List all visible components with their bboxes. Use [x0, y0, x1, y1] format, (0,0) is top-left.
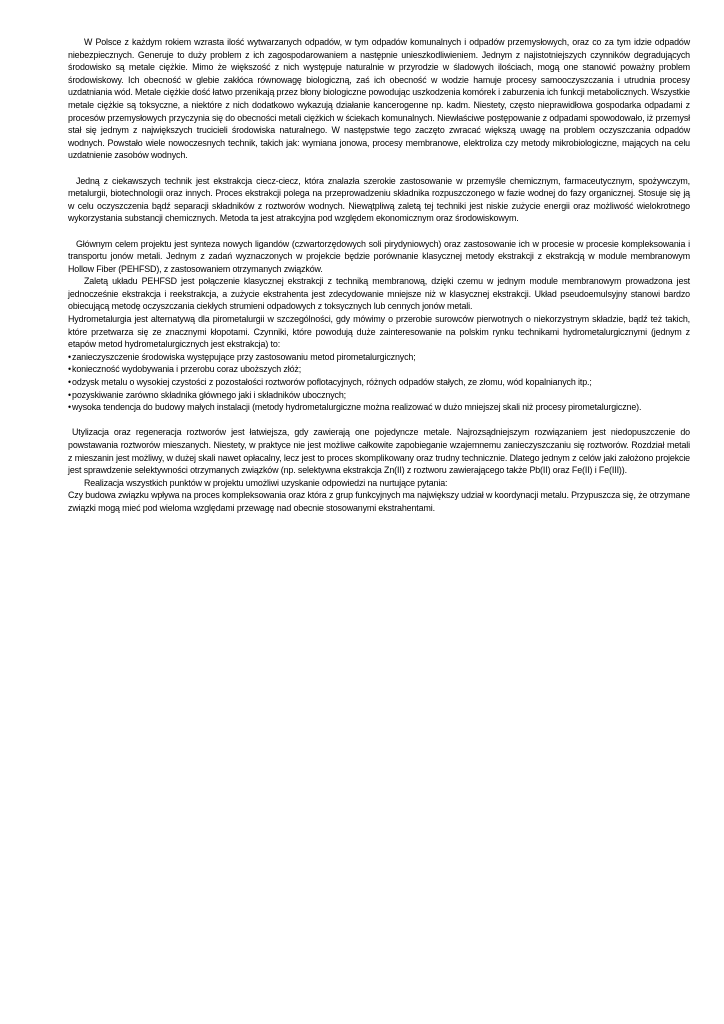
paragraph-intro: W Polsce z każdym rokiem wzrasta ilość wytwarzanych odpadów, w tym odpadów komunalnych i odpadów przemysłowych, oraz co za tym idzie odpadów niebezpiecznych. Generuje to duży problem z ich zagospodarowaniem a następnie unieszkodliwieniem. Jednym z najistotniejszych czynników degradujących środowisko są metale ciężkie. Mimo że większość z nich występuje naturalnie w przyrodzie w śladowych ilościach, mogą one stanowić poważny problem środowiskowy. Ich obecność w glebie zakłóca równowagę biologiczną, zaś ich obecność w wodzie hamuje procesy samooczyszczania i utrudnia procesy uzdatniania wód. Metale ciężkie dość łatwo przenikają przez błony biologiczne powodując uszkodzenia komórek i zaburzenia ich funkcji metabolicznych. Wszystkie metale ciężkie są toksyczne, a niektóre z nich dodatkowo wykazują działanie kancerogenne np. kadm. Niestety, często nieprawidłowa gospodarka odpadami z procesów przemysłowych przyczynia się do obecności metali ciężkich w ściekach komunalnych. Niewłaściwe postępowanie z odpadami spowodowało, iż przemysł stał się jednym z największych trucicieli środowiska naturalnego. W następstwie tego zaczęto zwracać większą uwagę na problem oczyszczania odpadów wodnych. Powstało wiele nowoczesnych technik, takich jak: wymiana jonowa, procesy membranowe, elektroliza czy metody mikrobiologiczne, mających na celu uzdatnienie zasobów wodnych.	[68, 37, 690, 161]
paragraph-extraction: Jedną z ciekawszych technik jest ekstrakcja ciecz-ciecz, która znalazła szerokie zastosowanie w przemyśle chemicznym, farmaceutycznym, spożywczym, metalurgii, biotechnologii oraz innych. Proces ekstrakcji polega na przeprowadzeniu składnika rozpuszczonego w fazie wodnej do fazy organicznej. Stosuje się ją w celu oczyszczenia bądź separacji składników z roztworów wodnych. Niewątpliwą zaletą tej techniki jest niskie zużycie energii oraz możliwość wielokrotnego wykorzystania substancji chemicznych. Metoda ta jest atrakcyjna pod względem ekonomicznym oraz środowiskowym.	[68, 175, 690, 224]
list-item: •konieczność wydobywania i przerobu coraz uboższych złóż;	[68, 364, 302, 375]
paragraph-pehfsd: Zaletą układu PEHFSD jest połączenie klasycznej ekstrakcji z techniką membranową, dzięki czemu w jednym module membranowym prowadzona jest jednocześnie ekstrakcja i reekstrakcja, a zużycie ekstrahenta jest zdecydowanie mniejsze niż w klasycznej ekstrakcji. Układ pseudoemulsyjny stanowi bardzo obiecującą metodę oczyszczania ciekłych strumieni odpadowych z toksycznych lub cennych jonów metali.	[68, 276, 690, 312]
paragraph-utilization: Utylizacja oraz regeneracja roztworów jest łatwiejsza, gdy zawierają one pojedyncze metale. Najrozsądniejszym rozwiązaniem jest niedopuszczenie do powstawania roztworów mieszanych. Niestety, w praktyce nie jest możliwe całkowite zapobieganie wzajemnemu zanieczyszczaniu się roztworów. Rozdział metali z mieszanin jest możliwy, w dużej skali nawet opłacalny, lecz jest to proces skomplikowany oraz trudny technicznie. Dlatego jednym z celów jaki założono projekcie jest sprawdzenie selektywności otrzymanych związków (np. selektywna ekstrakcja Zn(II) z roztworu zawierającego także Pb(II) oraz Fe(II) i Fe(III)).	[68, 427, 690, 476]
paragraph-realization: Realizacja wszystkich punktów w projektu umożliwi uzyskanie odpowiedzi na nurtujące pytania:	[84, 477, 448, 488]
list-item: •zanieczyszczenie środowiska występujące przy zastosowaniu metod pirometalurgicznych;	[68, 351, 416, 362]
list-item: •pozyskiwanie zarówno składnika głównego jaki i składników ubocznych;	[68, 389, 347, 400]
document-page	[68, 36, 690, 515]
paragraph-question: Czy budowa związku wpływa na proces kompleksowania oraz która z grup funkcyjnych ma największy udział w koordynacji metalu. Przypuszcza się, że otrzymane związki mogą mieć pod wieloma względami przewagę nad obecnie stosowanymi ekstrahentami.	[68, 490, 690, 513]
list-item: •odzysk metalu o wysokiej czystości z pozostałości roztworów poflotacyjnych, różnych odpadów stałych, ze złomu, wód kopalnianych itp.;	[68, 377, 592, 388]
paragraph-hydrometallurgy: Hydrometalurgia jest alternatywą dla pirometalurgii w szczególności, gdy mówimy o przerobie surowców pierwotnych o niekorzystnym składzie, bądź też takich, które przetwarza się ze znacznymi kłopotami. Czynniki, które powodują duże zainteresowanie na polskim rynku technikami hydrometalurgicznymi (jednym z etapów metod hydrometalurgicznych jest ekstrakcja) to:	[68, 314, 690, 350]
paragraph-project-goal: Głównym celem projektu jest synteza nowych ligandów (czwartorzędowych soli pirydyniowych) oraz zastosowanie ich w procesie w procesie kompleksowania i transportu jonów metali. Jednym z zadań wyznaczonych w projekcie będzie porównanie klasycznej metody ekstrakcji z ekstrakcją w module membranowym Hollow Fiber (PEHFSD), z zastosowaniem otrzymanych związków.	[68, 238, 690, 274]
list-item: •wysoka tendencja do budowy małych instalacji (metody hydrometalurgiczne można realizować w dużo mniejszej skali niż procesy pirometalurgiczne).	[68, 402, 642, 413]
